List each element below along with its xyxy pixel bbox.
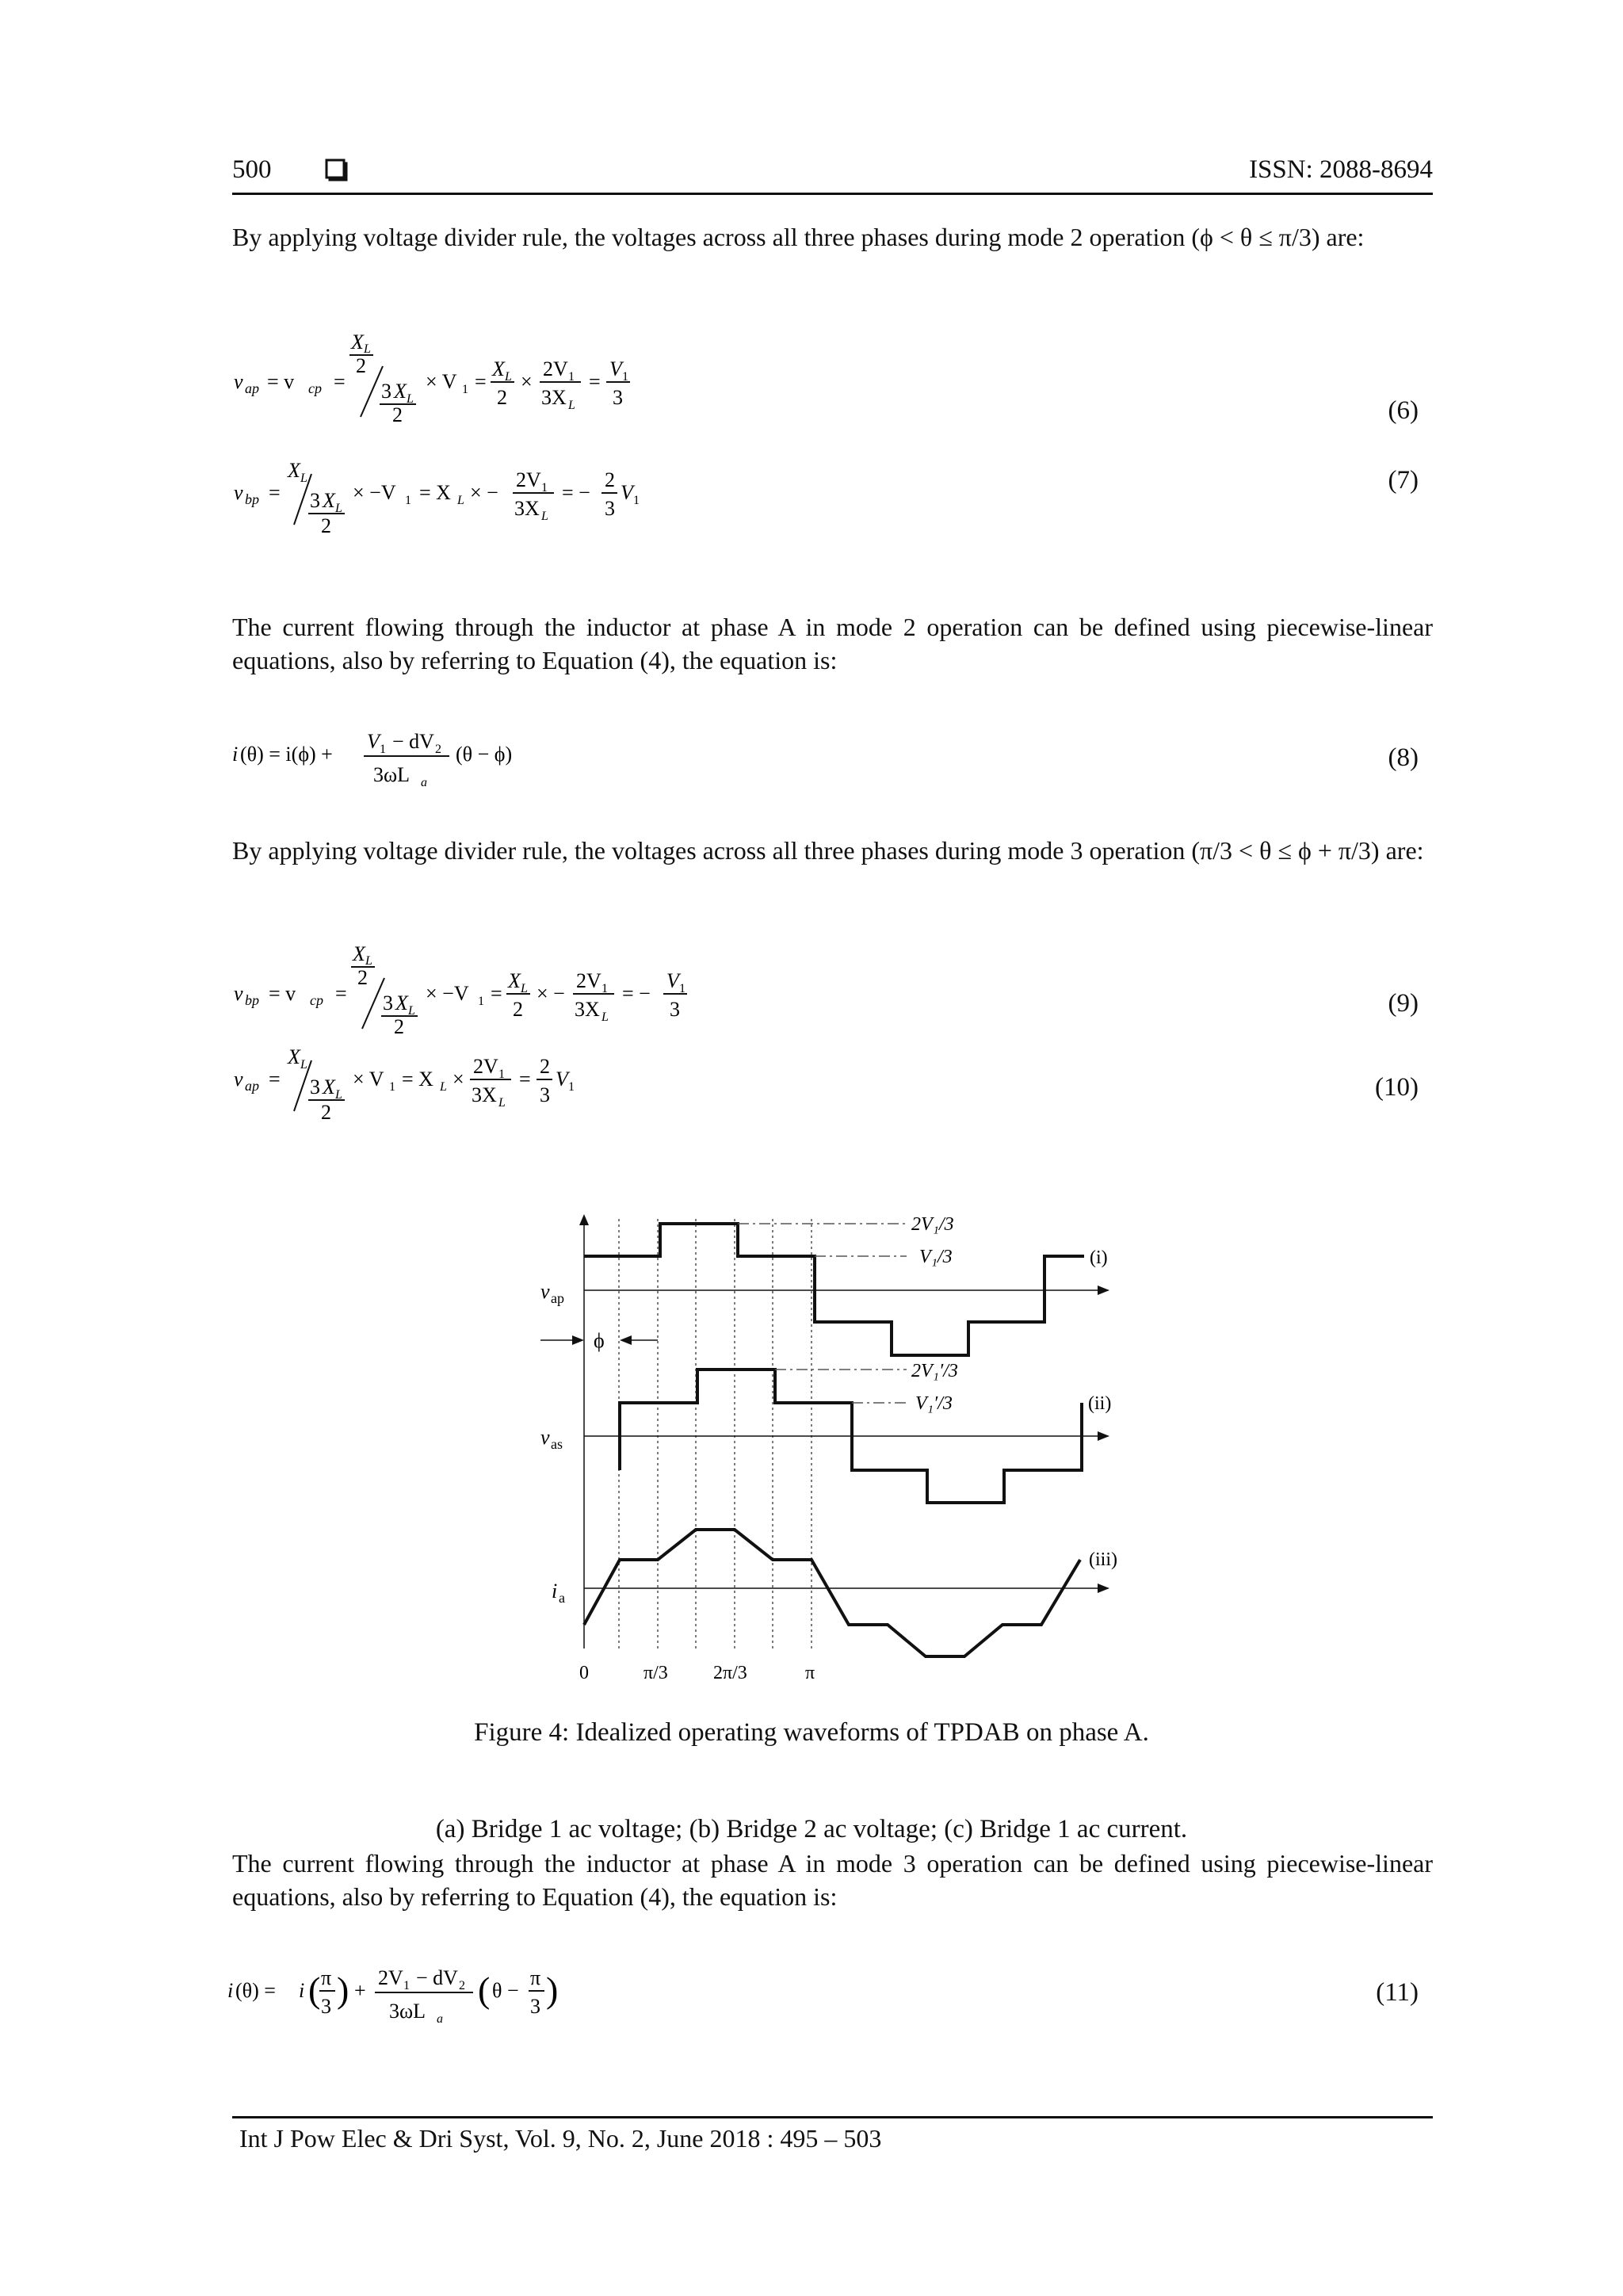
paragraph-mode2-current: The current flowing through the inductor at phase A in mode 2 operation can be defined using piecewise-linear equations, also by referring to Equation (4), the equation is: [232, 613, 1433, 674]
label-v1p-3: V₁′/3 [915, 1393, 953, 1414]
svg-text:cp: cp [310, 992, 323, 1008]
equation-10 [226, 1045, 781, 1132]
svg-text:= −: = − [622, 982, 651, 1005]
phi-arrow-left [620, 1335, 632, 1345]
svg-text:2: 2 [435, 743, 441, 756]
svg-text:X: X [394, 380, 407, 403]
svg-text:1: 1 [380, 743, 386, 756]
svg-text:2V: 2V [543, 357, 568, 380]
header-rule [232, 193, 1433, 195]
svg-text:3: 3 [530, 1995, 540, 2018]
svg-text:π: π [321, 1966, 332, 1989]
equation-9 [226, 943, 796, 1046]
svg-text:3X: 3X [514, 497, 540, 520]
svg-text:3X: 3X [472, 1083, 497, 1106]
paragraph-mode3-voltage: By applying voltage divider rule, the voltages across all three phases during mode 3 operation (π/3 < θ ≤ ϕ + π/3) are: [232, 836, 1424, 865]
svg-text:i: i [232, 743, 239, 766]
svg-text:2V: 2V [473, 1055, 498, 1078]
phi-arrow-right [572, 1335, 584, 1345]
svg-text:1: 1 [568, 370, 575, 384]
svg-text:V: V [621, 481, 633, 504]
svg-text:× −V: × −V [426, 982, 469, 1005]
paragraph-mode2-voltage: By applying voltage divider rule, the voltages across all three phases during mode 2 operation (ϕ < θ ≤ π/3) are: [232, 223, 1365, 251]
label-2v1-3: 2V₁/3 [911, 1214, 954, 1235]
svg-text:=: = [589, 370, 601, 393]
svg-text:3: 3 [383, 991, 393, 1014]
svg-text:X: X [323, 1075, 335, 1098]
svg-text:× −: × − [537, 982, 565, 1005]
svg-text:L: L [300, 1058, 307, 1072]
svg-text:2: 2 [459, 1979, 465, 1992]
svg-text:3: 3 [321, 1995, 331, 2018]
svg-text:X: X [492, 357, 505, 380]
svg-text:L: L [568, 399, 575, 412]
svg-text:=: = [269, 481, 281, 504]
svg-text:2: 2 [497, 386, 507, 409]
svg-text:× V: × V [426, 370, 457, 393]
svg-text:V: V [556, 1068, 568, 1091]
svg-text:cp: cp [308, 380, 322, 396]
svg-text:2: 2 [394, 1015, 404, 1038]
svg-text:v: v [234, 481, 243, 504]
svg-text:=: = [475, 370, 487, 393]
footer-citation: Int J Pow Elec & Dri Syst, Vol. 9, No. 2, June 2018 : 495 – 503 [239, 2124, 882, 2153]
ia-waveform [584, 1530, 1080, 1656]
vertical-axis-arrow [579, 1214, 589, 1225]
equation-10-number: (10) [1375, 1073, 1419, 1102]
equation-7 [226, 458, 781, 545]
tick-pi-3: π/3 [643, 1663, 668, 1683]
vap-axis-arrow [1098, 1286, 1109, 1295]
svg-text:): ) [546, 1969, 559, 2010]
label-wave-ii: (ii) [1088, 1393, 1112, 1414]
svg-text:3ωL: 3ωL [389, 2000, 426, 2023]
vertical-gridlines [619, 1219, 812, 1648]
svg-text:2V: 2V [516, 468, 541, 491]
svg-text:3: 3 [605, 497, 615, 520]
svg-text:2: 2 [392, 403, 403, 426]
svg-text:= X: = X [419, 481, 451, 504]
svg-text:2: 2 [357, 966, 368, 989]
svg-text:V: V [609, 357, 622, 380]
svg-text:3: 3 [310, 1075, 320, 1098]
svg-text:L: L [408, 1004, 415, 1018]
svg-text:1: 1 [633, 494, 640, 507]
svg-text:bp: bp [245, 992, 259, 1008]
svg-text:a: a [437, 2012, 443, 2026]
svg-text:+: + [354, 1979, 366, 2002]
svg-text:V: V [367, 730, 380, 753]
svg-text:(θ) =: (θ) = [235, 1979, 276, 2002]
svg-text:2: 2 [356, 354, 366, 377]
svg-text:3X: 3X [541, 386, 567, 409]
svg-text:L: L [601, 1010, 609, 1024]
svg-text:× −: × − [470, 481, 498, 504]
svg-text:X: X [323, 489, 335, 512]
svg-text:1: 1 [462, 383, 468, 396]
svg-text:3: 3 [381, 380, 391, 403]
svg-text:=: = [519, 1068, 531, 1091]
svg-text:a: a [421, 776, 427, 789]
svg-text:X: X [395, 991, 408, 1014]
svg-text:(θ − ϕ): (θ − ϕ) [456, 743, 513, 766]
svg-text:3: 3 [540, 1083, 550, 1106]
svg-text:θ −: θ − [492, 1979, 519, 2002]
label-ia: i [552, 1580, 558, 1603]
svg-text:X: X [288, 459, 300, 482]
label-vap-sub: ap [551, 1290, 564, 1306]
equation-8 [226, 720, 781, 799]
svg-text:L: L [407, 392, 414, 406]
footer-rule [232, 2116, 1433, 2118]
svg-text:v: v [234, 1068, 243, 1091]
vas-axis-arrow [1098, 1431, 1109, 1441]
label-ia-sub: a [559, 1590, 565, 1606]
svg-text:i: i [299, 1979, 305, 2002]
svg-text:L: L [300, 472, 307, 485]
svg-text:L: L [335, 1088, 342, 1102]
page-number: 500 [232, 155, 272, 184]
svg-text:= v: = v [269, 982, 296, 1005]
svg-text:X: X [351, 330, 364, 353]
svg-text:ap: ap [245, 380, 259, 396]
svg-text:v: v [234, 982, 243, 1005]
equation-6 [226, 331, 781, 434]
issn: ISSN: 2088-8694 [1249, 155, 1433, 184]
svg-text:3: 3 [613, 386, 623, 409]
equation-8-number: (8) [1388, 743, 1419, 772]
paragraph-mode3-current: The current flowing through the inductor at phase A in mode 3 operation can be defined using piecewise-linear equations, also by referring to Equation (4), the equation is: [232, 1849, 1433, 1911]
svg-text:2: 2 [321, 1101, 331, 1124]
svg-text:×: × [521, 370, 533, 393]
svg-text:=: = [334, 370, 346, 393]
svg-text:(θ) = i(ϕ) +: (θ) = i(ϕ) + [240, 743, 333, 766]
svg-text:− dV: − dV [416, 1966, 458, 1989]
tick-pi: π [805, 1663, 815, 1683]
svg-text:1: 1 [601, 982, 608, 995]
svg-text:X: X [508, 969, 521, 992]
svg-text:3: 3 [310, 489, 320, 512]
label-vap: v [540, 1280, 550, 1303]
svg-text:(: ( [478, 1969, 491, 2010]
svg-text:2: 2 [321, 514, 331, 537]
svg-text:): ) [337, 1969, 349, 2010]
equation-11-number: (11) [1376, 1978, 1419, 2007]
checkbox-square-icon [325, 159, 346, 179]
svg-text:L: L [457, 494, 464, 507]
svg-text:2V: 2V [576, 969, 601, 992]
svg-text:= −: = − [562, 481, 590, 504]
svg-text:1: 1 [498, 1068, 505, 1081]
svg-text:i: i [227, 1979, 234, 2002]
label-phi: ϕ [594, 1329, 605, 1352]
svg-text:L: L [505, 370, 512, 384]
svg-text:ap: ap [245, 1078, 259, 1094]
svg-text:L: L [335, 502, 342, 515]
ia-axis-arrow [1098, 1584, 1109, 1593]
vap-waveform [584, 1224, 1084, 1355]
svg-text:bp: bp [245, 491, 259, 507]
svg-text:= v: = v [267, 370, 295, 393]
svg-text:3X: 3X [575, 998, 600, 1021]
label-2v1p-3: 2V₁′/3 [911, 1361, 958, 1381]
label-wave-iii: (iii) [1089, 1549, 1117, 1570]
svg-text:1: 1 [541, 481, 548, 495]
equation-6-number: (6) [1388, 396, 1419, 425]
svg-text:3ωL: 3ωL [373, 763, 410, 786]
svg-text:2: 2 [605, 468, 615, 491]
figure-4-waveforms [523, 1205, 1141, 1696]
label-vas-sub: as [551, 1436, 563, 1452]
svg-text:=: = [335, 982, 347, 1005]
svg-text:=: = [491, 982, 502, 1005]
figure-4-caption: Figure 4: Idealized operating waveforms of TPDAB on phase A. [474, 1718, 1149, 1747]
svg-text:1: 1 [478, 995, 484, 1008]
svg-text:1: 1 [622, 370, 628, 384]
svg-text:1: 1 [389, 1080, 395, 1094]
svg-text:1: 1 [405, 494, 411, 507]
svg-text:L: L [521, 982, 528, 995]
svg-text:2: 2 [540, 1055, 550, 1078]
svg-text:− dV: − dV [392, 730, 434, 753]
svg-text:=: = [269, 1068, 281, 1091]
svg-text:X: X [353, 942, 365, 965]
figure-4-subcaption: (a) Bridge 1 ac voltage; (b) Bridge 2 ac voltage; (c) Bridge 1 ac current. [435, 1815, 1188, 1843]
label-vas: v [540, 1426, 550, 1449]
tick-0: 0 [579, 1663, 589, 1683]
tick-2pi-3: 2π/3 [713, 1663, 747, 1683]
label-wave-i: (i) [1090, 1247, 1108, 1268]
label-v1-3: V₁/3 [919, 1247, 953, 1267]
svg-text:π: π [530, 1966, 541, 1989]
svg-text:2: 2 [513, 998, 523, 1021]
svg-text:v: v [234, 370, 243, 393]
equation-7-number: (7) [1388, 466, 1419, 495]
svg-text:L: L [498, 1096, 506, 1110]
svg-text:1: 1 [403, 1979, 410, 1992]
svg-text:3: 3 [670, 998, 680, 1021]
svg-text:L: L [541, 510, 548, 523]
svg-text:2V: 2V [378, 1966, 403, 1989]
svg-text:× V: × V [353, 1068, 384, 1091]
svg-text:×: × [453, 1068, 464, 1091]
svg-text:L: L [365, 954, 372, 968]
svg-text:X: X [288, 1045, 300, 1068]
svg-text:= X: = X [402, 1068, 433, 1091]
svg-text:L: L [440, 1080, 447, 1094]
svg-text:(: ( [308, 1969, 321, 2010]
svg-text:1: 1 [568, 1080, 575, 1094]
equation-9-number: (9) [1388, 989, 1419, 1018]
equation-11 [226, 1956, 796, 2043]
svg-text:L: L [364, 342, 371, 356]
svg-text:V: V [666, 969, 679, 992]
svg-text:1: 1 [679, 982, 685, 995]
svg-text:× −V: × −V [353, 481, 396, 504]
